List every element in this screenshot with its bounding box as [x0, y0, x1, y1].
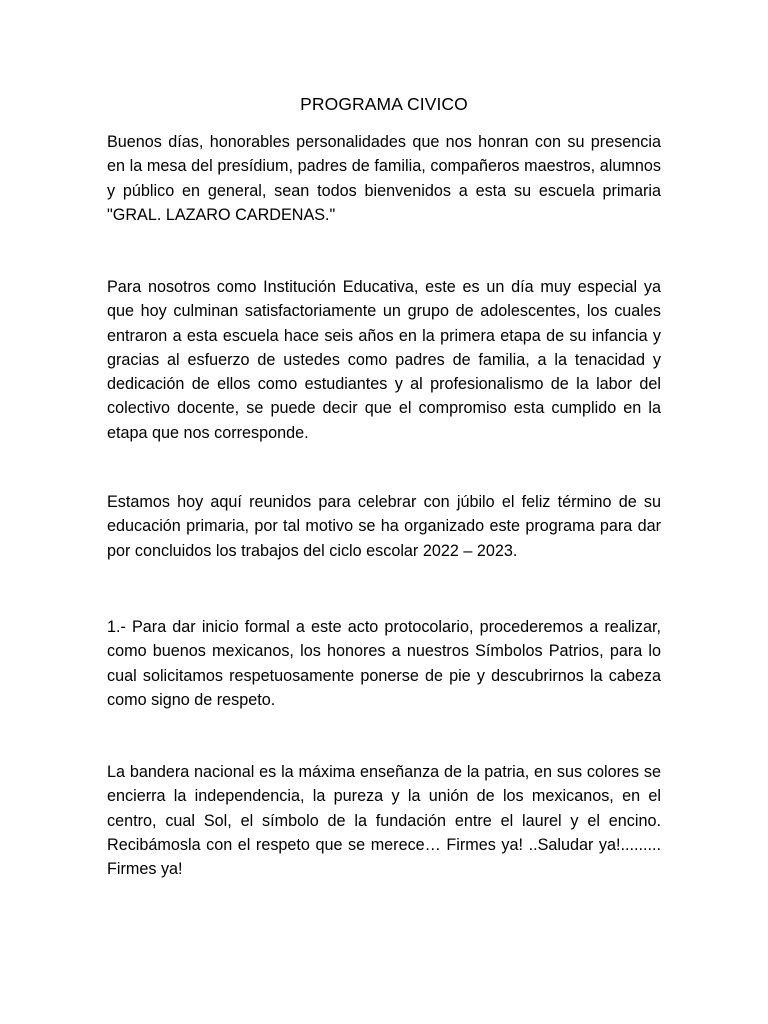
paragraph-celebration: Estamos hoy aquí reunidos para celebrar con júbilo el feliz término de su educación primaria, por tal motivo se ha organizado este programa para dar por concluidos los trabajos del ciclo escolar 2022 – 2023.	[107, 493, 661, 560]
paragraph-honors: 1.- Para dar inicio formal a este acto protocolario, procederemos a realizar, como buenos mexicanos, los honores a nuestros Símbolos Patrios, para lo cual solicitamos respetuosamente ponerse de pie y descubrirnos la cabeza como signo de respeto.	[107, 618, 661, 709]
paragraph-welcome: Buenos días, honorables personalidades que nos honran con su presencia en la mesa del presídium, padres de familia, compañeros maestros, alumnos y público en general, sean todos bienvenidos a esta su escuela primaria "GRAL. LAZARO CARDENAS."	[107, 133, 661, 224]
document-title: PROGRAMA CIVICO	[300, 94, 468, 114]
paragraph-flag: La bandera nacional es la máxima enseñanza de la patria, en sus colores se encierra la independencia, la pureza y la unión de los mexicanos, en el centro, cual Sol, el símbolo de la fundación entre el laurel y el encino. Recibámosla con el respeto que se merece… Firmes ya! ..Saludar ya!......... Firmes ya!	[107, 763, 661, 879]
paragraph-institution: Para nosotros como Institución Educativa, este es un día muy especial ya que hoy culminan satisfactoriamente un grupo de adolescentes, los cuales entraron a esta escuela hace seis años en la primera etapa de su infancia y gracias al esfuerzo de ustedes como padres de familia, a la tenacidad y dedicación de ellos como estudiantes y al profesionalismo de la labor del colectivo docente, se puede decir que el compromiso esta cumplido en la etapa que nos corresponde.	[107, 278, 661, 442]
